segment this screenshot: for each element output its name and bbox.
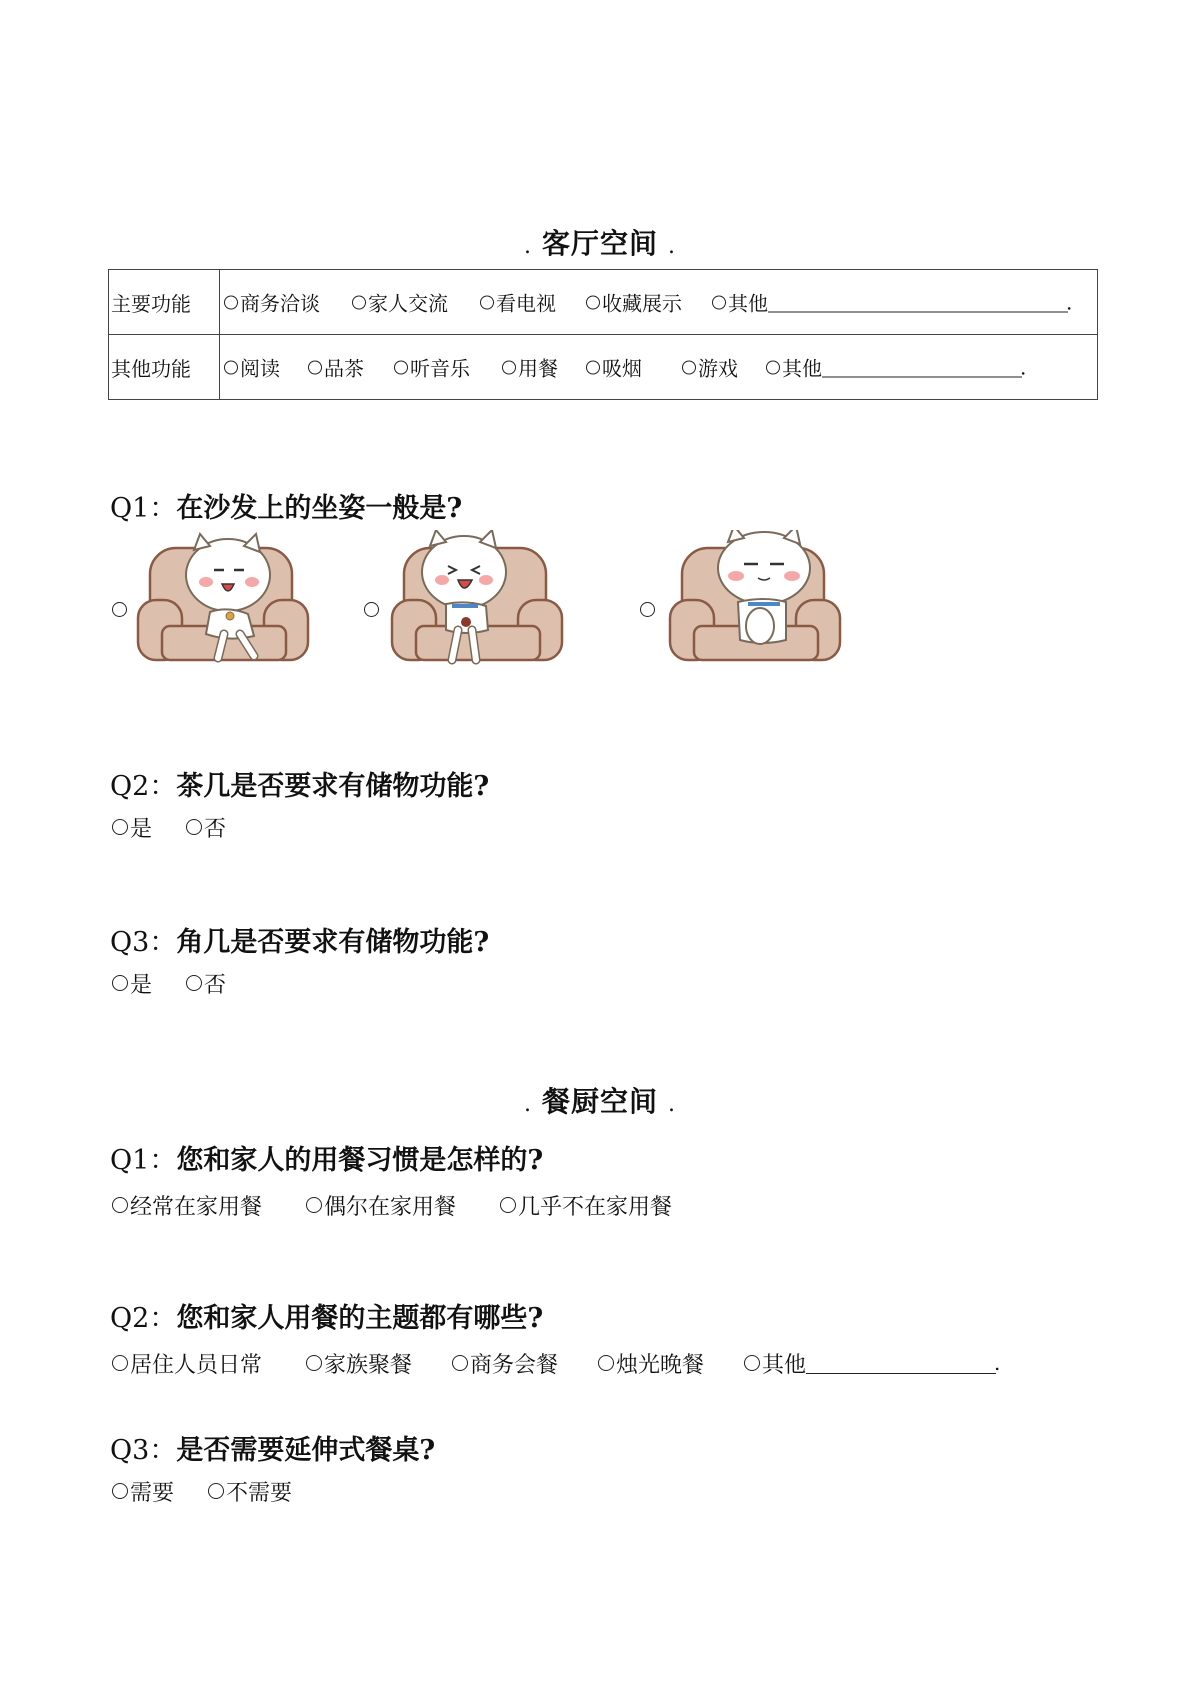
option-dining[interactable]: 用餐 xyxy=(502,353,558,382)
cat-sofa-knees-icon xyxy=(668,530,843,670)
living-q2-number: Q2： xyxy=(110,771,177,802)
living-q1-text: 在沙发上的坐姿一般是? xyxy=(176,493,463,524)
radio-circle-icon[interactable] xyxy=(112,819,128,835)
radio-circle-icon[interactable] xyxy=(766,360,780,374)
option-games[interactable]: 游戏 xyxy=(682,353,738,382)
dining-q1-text: 您和家人的用餐习惯是怎样的? xyxy=(176,1145,544,1176)
option-family-chat[interactable]: 家人交流 xyxy=(352,288,448,317)
dining-section-title: . 餐厨空间 . xyxy=(523,1085,676,1118)
radio-circle-icon[interactable] xyxy=(452,1355,468,1371)
living-q3-answers xyxy=(112,968,512,998)
option-music[interactable]: 听音乐 xyxy=(394,353,470,382)
other-other-blank[interactable] xyxy=(822,357,1022,378)
dining-q2 xyxy=(110,1296,543,1335)
radio-circle-icon[interactable] xyxy=(640,602,655,617)
living-q2-yes[interactable]: 是 xyxy=(112,812,152,843)
dining-q2-number: Q2： xyxy=(110,1303,177,1334)
dining-q2-other[interactable]: 其他 . xyxy=(744,1348,1000,1379)
radio-circle-icon[interactable] xyxy=(744,1355,760,1371)
radio-circle-icon[interactable] xyxy=(112,1483,128,1499)
option-watch-tv[interactable]: 看电视 xyxy=(480,288,556,317)
main-function-label: 主要功能 xyxy=(109,270,220,335)
radio-circle-icon[interactable] xyxy=(306,1197,322,1213)
living-q3 xyxy=(110,920,489,959)
option-collection-display[interactable]: 收藏展示 xyxy=(586,288,682,317)
dining-q1-sometimes[interactable]: 偶尔在家用餐 xyxy=(306,1190,456,1221)
dining-q3-no-need[interactable]: 不需要 xyxy=(208,1476,292,1507)
dining-q3-text: 是否需要延伸式餐桌? xyxy=(176,1435,436,1466)
dining-q2-other-blank[interactable] xyxy=(806,1353,996,1374)
dining-q3-answers xyxy=(112,1476,512,1506)
living-q2-no[interactable]: 否 xyxy=(186,812,226,843)
dining-q2-daily[interactable]: 居住人员日常 xyxy=(112,1348,262,1379)
dining-q2-text: 您和家人用餐的主题都有哪些? xyxy=(176,1303,544,1334)
radio-circle-icon[interactable] xyxy=(502,360,516,374)
option-reading[interactable]: 阅读 xyxy=(224,353,280,382)
dining-q2-business[interactable]: 商务会餐 xyxy=(452,1348,558,1379)
option-smoking[interactable]: 吸烟 xyxy=(586,353,642,382)
radio-circle-icon[interactable] xyxy=(112,975,128,991)
living-q3-no[interactable]: 否 xyxy=(186,968,226,999)
living-q2 xyxy=(110,764,489,803)
radio-circle-icon[interactable] xyxy=(308,360,322,374)
living-q3-text: 角几是否要求有储物功能? xyxy=(176,927,490,958)
main-function-options xyxy=(220,270,1098,335)
living-q1-number: Q1： xyxy=(110,493,177,524)
dining-q2-answers xyxy=(112,1348,1012,1378)
living-q2-answers xyxy=(112,812,512,842)
other-function-label: 其他功能 xyxy=(109,335,220,400)
other-function-row xyxy=(109,335,1098,400)
option-other-other[interactable]: 其他 . xyxy=(766,353,1026,382)
living-section-title: . 客厅空间 . xyxy=(523,227,676,260)
dining-q3-need[interactable]: 需要 xyxy=(112,1476,174,1507)
radio-circle-icon[interactable] xyxy=(224,295,238,309)
dining-q1-number: Q1： xyxy=(110,1145,177,1176)
sofa-option-2[interactable] xyxy=(364,530,574,670)
radio-circle-icon[interactable] xyxy=(208,1483,224,1499)
radio-circle-icon[interactable] xyxy=(586,295,600,309)
option-tea[interactable]: 品茶 xyxy=(308,353,364,382)
other-function-options xyxy=(220,335,1098,400)
sofa-option-3[interactable] xyxy=(640,530,850,670)
radio-circle-icon[interactable] xyxy=(112,1355,128,1371)
option-business-talk[interactable]: 商务洽谈 xyxy=(224,288,320,317)
radio-circle-icon[interactable] xyxy=(186,819,202,835)
radio-circle-icon[interactable] xyxy=(352,295,366,309)
living-q2-text: 茶几是否要求有储物功能? xyxy=(176,771,490,802)
dining-title-text: 餐厨空间 xyxy=(541,1085,658,1118)
cat-sofa-slouch-icon xyxy=(136,530,311,670)
dining-q2-family[interactable]: 家族聚餐 xyxy=(306,1348,412,1379)
main-function-row xyxy=(109,270,1098,335)
radio-circle-icon[interactable] xyxy=(682,360,696,374)
radio-circle-icon[interactable] xyxy=(112,1197,128,1213)
radio-circle-icon[interactable] xyxy=(598,1355,614,1371)
radio-circle-icon[interactable] xyxy=(112,602,127,617)
dining-q1-answers xyxy=(112,1190,812,1220)
radio-circle-icon[interactable] xyxy=(364,602,379,617)
dining-q1-often[interactable]: 经常在家用餐 xyxy=(112,1190,262,1221)
living-q3-number: Q3： xyxy=(110,927,177,958)
radio-circle-icon[interactable] xyxy=(500,1197,516,1213)
sofa-option-1[interactable] xyxy=(112,530,312,670)
option-main-other[interactable]: 其他 . xyxy=(712,288,1072,317)
dining-q2-candlelight[interactable]: 烛光晚餐 xyxy=(598,1348,704,1379)
main-other-blank[interactable] xyxy=(768,292,1068,313)
radio-circle-icon[interactable] xyxy=(480,295,494,309)
living-q1 xyxy=(110,486,462,525)
dining-q3-number: Q3： xyxy=(110,1435,177,1466)
radio-circle-icon[interactable] xyxy=(186,975,202,991)
dining-q1 xyxy=(110,1138,543,1177)
radio-circle-icon[interactable] xyxy=(306,1355,322,1371)
dining-q3 xyxy=(110,1428,435,1467)
living-q3-yes[interactable]: 是 xyxy=(112,968,152,999)
living-function-table xyxy=(108,269,1098,400)
radio-circle-icon[interactable] xyxy=(712,295,726,309)
cat-sofa-upright-icon xyxy=(390,530,565,670)
dining-q1-rarely[interactable]: 几乎不在家用餐 xyxy=(500,1190,672,1221)
living-title-text: 客厅空间 xyxy=(541,227,658,260)
radio-circle-icon[interactable] xyxy=(586,360,600,374)
radio-circle-icon[interactable] xyxy=(394,360,408,374)
radio-circle-icon[interactable] xyxy=(224,360,238,374)
